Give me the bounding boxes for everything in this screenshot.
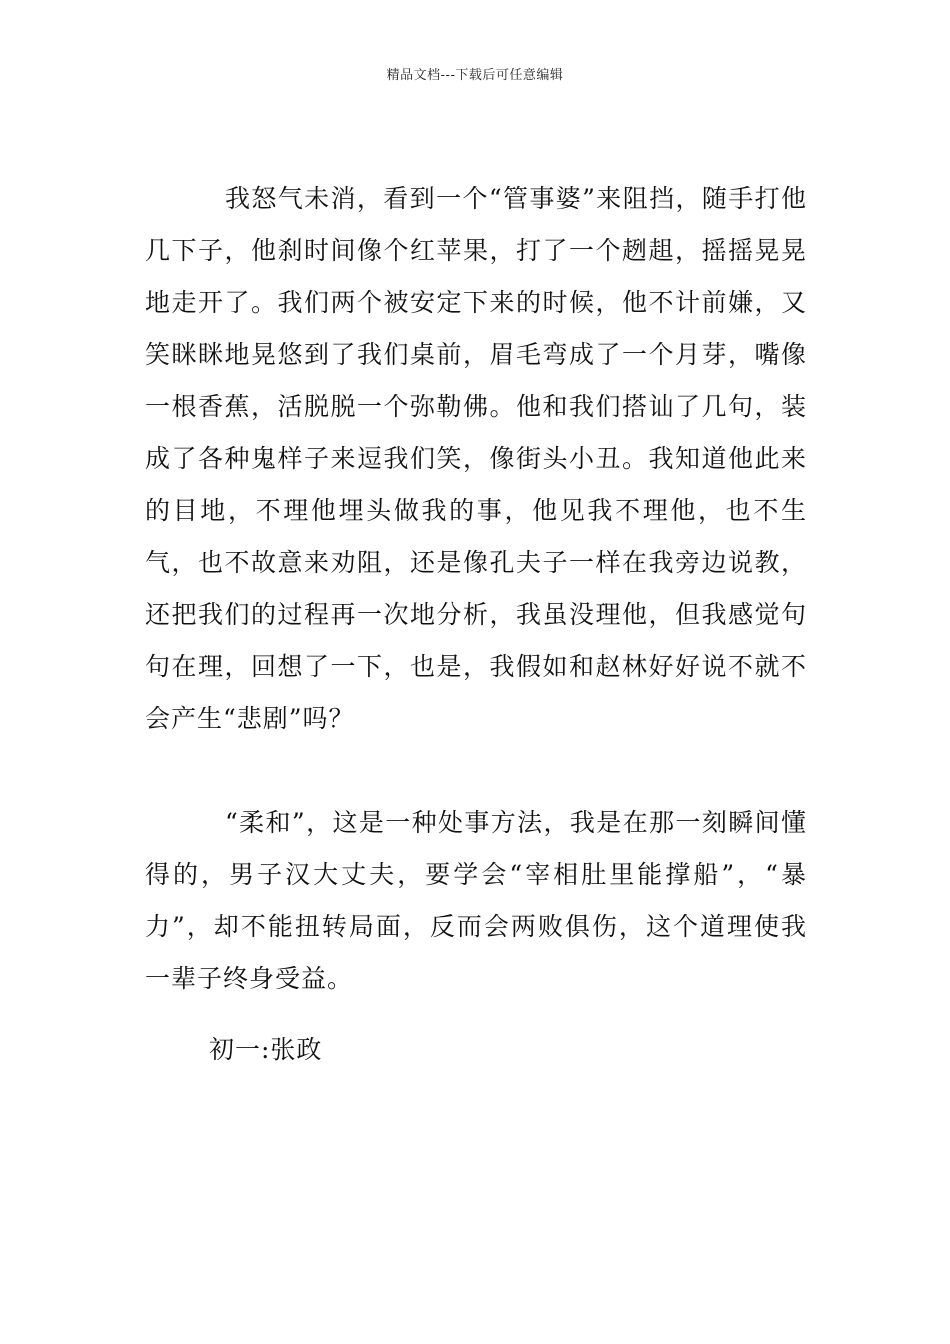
paragraph-1: 我怒气未消，看到一个“管事婆”来阻挡，随手打他几下子，他刹时间像个红苹果，打了一个趔趄，摇摇晃晃地走开了。我们两个被安定下来的时候，他不计前嫌，又笑眯眯地晃悠到了我们桌前，眉毛弯成了一个月芽，嘴像一根香蕉，活脱脱一个弥勒佛。他和我们搭讪了几句，装成了各种鬼样子来逗我们笑，像街头小丑。我知道他此来的目地，不理他埋头做我的事，他见我不理他，也不生气，也不故意来劝阻，还是像孔夫子一样在我旁边说教，还把我们的过程再一次地分析，我虽没理他，但我感觉句句在理，回想了一下，也是，我假如和赵林好好说不就不会产生“悲剧”吗？ <box>145 184 807 733</box>
document-body <box>145 173 807 1005</box>
author-signature: 初一:张政 <box>209 1035 323 1064</box>
paragraph-spacer <box>145 745 807 797</box>
page-header: 精品文档---下载后可任意编辑 <box>386 68 564 83</box>
paragraph-2: “柔和”，这是一种处事方法，我是在那一刻瞬间懂得的，男子汉大丈夫，要学会“宰相肚里能撑船”，“暴力”，却不能扭转局面，反而会两败俱伤，这个道理使我一辈子终身受益。 <box>145 808 807 993</box>
